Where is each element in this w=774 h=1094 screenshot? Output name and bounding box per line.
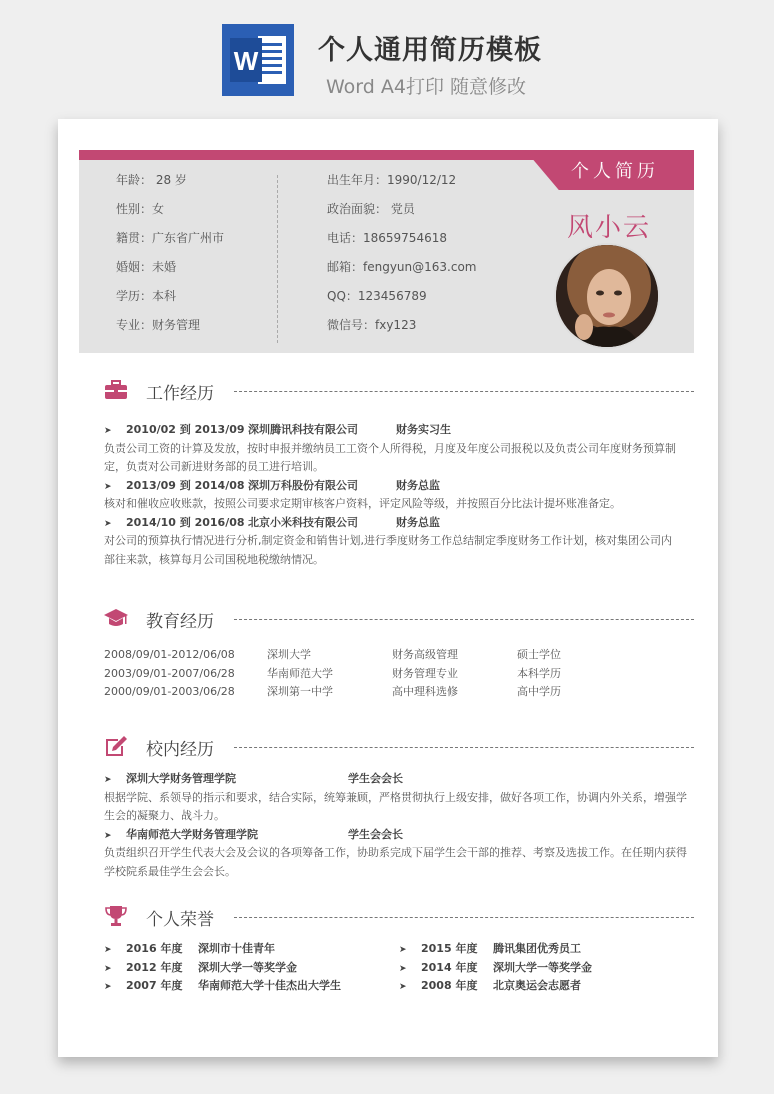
campus-item-heading: ➤ 华南师范大学财务管理学院 学生会会长	[104, 826, 690, 845]
arrow-icon: ➤	[104, 518, 112, 529]
banner-subtitle: Word A4打印 随意修改	[326, 76, 527, 98]
honors-section-header	[104, 903, 694, 929]
honor-item: ➤ 2008 年度 北京奥运会志愿者	[399, 977, 694, 997]
campus-list	[104, 770, 690, 881]
work-item-desc: 定，负责对公司新进财务部的员工进行培训。	[104, 460, 324, 473]
arrow-icon: ➤	[104, 775, 112, 785]
campus-section-header	[104, 733, 694, 759]
arrow-icon: ➤	[104, 945, 112, 955]
honor-item: ➤ 2016 年度 深圳市十佳青年	[104, 940, 399, 960]
arrow-icon: ➤	[104, 963, 112, 974]
info-phone: 电话：18659754618	[327, 231, 447, 245]
top-banner	[0, 0, 774, 112]
campus-item-heading: ➤ 深圳大学财务管理学院 学生会会长	[104, 770, 690, 789]
resume-tab-label: 个人简历	[571, 161, 659, 182]
banner-title: 个人通用简历模板	[318, 35, 542, 66]
honor-item: ➤ 2014 年度 深圳大学一等奖学金	[399, 959, 694, 979]
info-gender: 性别：女	[116, 202, 165, 216]
work-item-heading: ➤ 2013/09 到 2014/08 深圳万科股份有限公司 财务总监	[104, 477, 690, 496]
info-marital: 婚姻：未婚	[116, 260, 177, 274]
info-wechat: 微信号：fxy123	[327, 318, 417, 332]
work-item-desc: 对公司的预算执行情况进行分析,制定资金和销售计划,进行季度财务工作总结制定季度财务工作计划，核对集团公司内	[104, 534, 672, 547]
campus-item-desc: 生会的凝聚力、战斗力。	[104, 809, 225, 822]
work-item-heading: ➤ 2014/10 到 2016/08 北京小米科技有限公司 财务总监	[104, 514, 690, 533]
arrow-icon: ➤	[399, 963, 407, 974]
honors-section-title: 个人荣誉	[146, 910, 214, 930]
work-section-header	[104, 377, 694, 403]
briefcase-icon	[104, 379, 128, 401]
education-row: 2003/09/01-2007/06/28 华南师范大学 财务管理专业 本科学历	[104, 666, 561, 680]
section-divider	[234, 391, 694, 392]
header-divider	[277, 175, 278, 343]
arrow-icon: ➤	[104, 426, 112, 436]
work-section-title: 工作经历	[146, 384, 214, 404]
personal-info-left	[116, 171, 224, 345]
honor-item: ➤ 2007 年度 华南师范大学十佳杰出大学生	[104, 977, 399, 997]
campus-item-desc: 根据学院、系领导的指示和要求，结合实际，统筹兼顾，严格贯彻执行上级安排，做好各项工作，协调内外关系，增强学	[104, 790, 687, 804]
trophy-icon	[104, 905, 128, 927]
campus-item-desc: 负责组织召开学生代表大会及会议的各项筹备工作，协助系完成下届学生会干部的推荐、考察及选拔工作。在任期内获得	[104, 846, 687, 859]
education-row: 2000/09/01-2003/06/28 深圳第一中学 高中理科选修 高中学历	[104, 685, 561, 698]
info-birth: 出生年月：1990/12/12	[327, 173, 457, 187]
work-list	[104, 421, 690, 569]
honor-item: ➤ 2015 年度 腾讯集团优秀员工	[399, 940, 694, 960]
info-degree: 学历：本科	[116, 289, 177, 303]
arrow-icon: ➤	[104, 982, 112, 992]
arrow-icon: ➤	[104, 830, 112, 841]
honor-row	[104, 959, 690, 978]
education-section-header	[104, 605, 694, 631]
work-item-heading: ➤ 2010/02 到 2013/09 深圳腾讯科技有限公司 财务实习生	[104, 421, 690, 440]
word-icon	[222, 24, 294, 96]
education-section-title: 教育经历	[146, 612, 214, 632]
campus-section-title: 校内经历	[146, 740, 214, 760]
section-divider	[234, 747, 694, 748]
campus-item-desc: 学校院系最佳学生会会长。	[104, 864, 236, 878]
education-row: 2008/09/01-2012/06/08 深圳大学 财务高级管理 硕士学位	[104, 648, 561, 661]
edit-icon	[104, 735, 128, 757]
info-origin: 籍贯：广东省广州市	[116, 231, 225, 245]
arrow-icon: ➤	[104, 481, 112, 492]
personal-info-right	[327, 171, 477, 345]
honor-row	[104, 977, 690, 996]
arrow-icon: ➤	[399, 982, 407, 992]
resume-page	[58, 119, 718, 1057]
honor-item: ➤ 2012 年度 深圳大学一等奖学金	[104, 959, 399, 979]
work-item-desc: 负责公司工资的计算及发放，按时申报并缴纳员工工资个人所得税，月度及年度公司报税以及负责公司年度财务预算制	[104, 441, 676, 455]
arrow-icon: ➤	[399, 945, 407, 955]
education-table	[104, 646, 690, 702]
info-email: 邮箱：fengyun@163.com	[327, 260, 477, 274]
work-item-desc: 部往来款，核算每月公司国税地税缴纳情况。	[104, 552, 324, 566]
section-divider	[234, 917, 694, 918]
graduation-cap-icon	[104, 607, 128, 629]
info-political: 政治面貌： 党员	[327, 202, 415, 216]
section-divider	[234, 619, 694, 620]
work-item-desc: 核对和催收应收账款，按照公司要求定期审核客户资料，评定风险等级，并按照百分比法计提坏账准备定。	[104, 497, 621, 510]
info-age: 年龄： 28 岁	[116, 173, 187, 187]
svg-text:W: W	[233, 46, 259, 76]
info-qq: QQ：123456789	[327, 289, 427, 303]
honor-row	[104, 940, 690, 959]
honors-list	[104, 940, 690, 996]
info-major: 专业：财务管理	[116, 318, 201, 332]
candidate-name: 风小云	[566, 213, 651, 243]
avatar	[554, 243, 660, 349]
